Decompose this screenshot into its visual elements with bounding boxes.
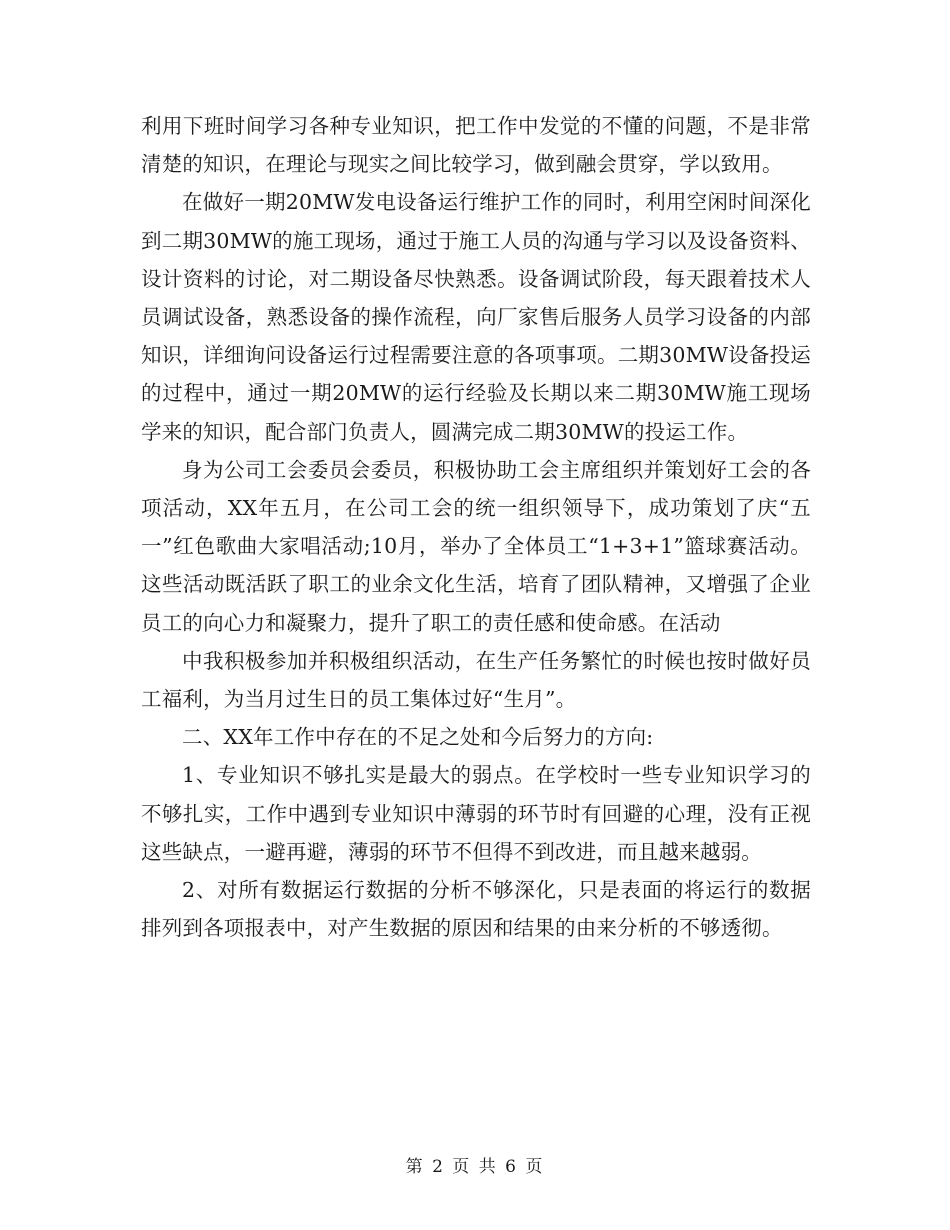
paragraph-6: 1、专业知识不够扎实是最大的弱点。在学校时一些专业知识学习的不够扎实，工作中遇到专业知识中薄弱的环节时有回避的心理，没有正视这些缺点，一避再避，薄弱的环节不但得不到改进，而且越来越弱。	[141, 763, 811, 864]
paragraph-7: 2、对所有数据运行数据的分析不够深化，只是表面的将运行的数据排列到各项报表中，对产生数据的原因和结果的由来分析的不够透彻。	[141, 878, 811, 941]
paragraph-3: 身为公司工会委员会委员，积极协助工会主席组织并策划好工会的各项活动，XX年五月，在公司工会的统一组织领导下，成功策划了庆“五一”红色歌曲大家唱活动;10月，举办了全体员工“1+3+1”篮球赛活动。这些活动既活跃了职工的业余文化生活，培育了团队精神，又增强了企业员工的向心力和凝聚力，提升了职工的责任感和使命感。在活动	[141, 457, 811, 635]
paragraph-2: 在做好一期20MW发电设备运行维护工作的同时，利用空闲时间深化到二期30MW的施工现场，通过于施工人员的沟通与学习以及设备资料、设计资料的讨论，对二期设备尽快熟悉。设备调试阶段，每天跟着技术人员调试设备，熟悉设备的操作流程，向厂家售后服务人员学习设备的内部知识，详细询问设备运行过程需要注意的各项事项。二期30MW设备投运的过程中，通过一期20MW的运行经验及长期以来二期30MW施工现场学来的知识，配合部门负责人，圆满完成二期30MW的投运工作。	[141, 190, 811, 444]
page-number-footer: 第 2 页 共 6 页	[405, 1157, 545, 1177]
paragraph-4: 中我积极参加并积极组织活动，在生产任务繁忙的时候也按时做好员工福利，为当月过生日的员工集体过好“生月”。	[141, 648, 811, 712]
paragraph-5-section-heading: 二、XX年工作中存在的不足之处和今后努力的方向:	[182, 725, 654, 750]
paragraph-1: 利用下班时间学习各种专业知识，把工作中发觉的不懂的问题，不是非常清楚的知识，在理论与现实之间比较学习，做到融会贯穿，学以致用。	[141, 114, 811, 177]
document-body	[141, 107, 811, 947]
